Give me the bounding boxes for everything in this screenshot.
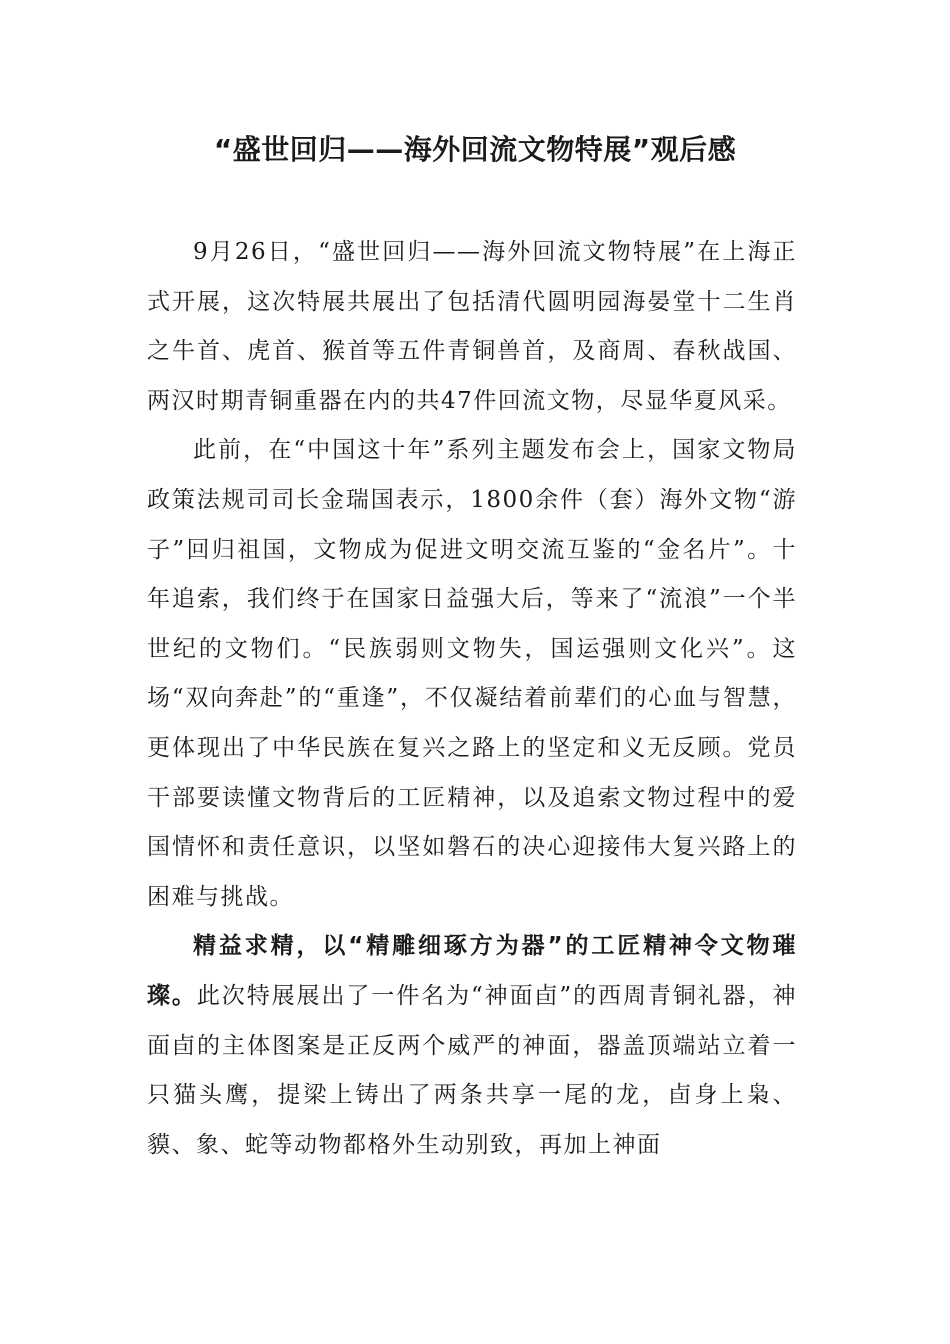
paragraph-3 <box>147 922 797 1170</box>
document-title: “盛世回归——海外回流文物特展”观后感 <box>213 133 737 166</box>
paragraph-2-text: 此前，在“中国这十年”系列主题发布会上，国家文物局政策法规司司长金瑞国表示，1800余件（套）海外文物“游子”回归祖国，文物成为促进文明交流互鉴的“金名片”。十年追索，我们终于在国家日益强大后，等来了“流浪”一个半世纪的文物们。“民族弱则文物失，国运强则文化兴”。这场“双向奔赴”的“重逢”，不仅凝结着前辈们的心血与智慧，更体现出了中华民族在复兴之路上的坚定和义无反顾。党员干部要读懂文物背后的工匠精神，以及追索文物过程中的爱国情怀和责任意识，以坚如磐石的决心迎接伟大复兴路上的困难与挑战。 <box>147 437 797 910</box>
paragraph-1-text: 9月26日，“盛世回归——海外回流文物特展”在上海正式开展，这次特展共展出了包括清代圆明园海晏堂十二生肖之牛首、虎首、猴首等五件青铜兽首，及商周、春秋战国、两汉时期青铜重器在内的共47件回流文物，尽显华夏风采。 <box>147 239 797 414</box>
paragraph-3-text: 此次特展展出了一件名为“神面卣”的西周青铜礼器，神面卣的主体图案是正反两个威严的神面，器盖顶端站立着一只猫头鹰，提梁上铸出了两条共享一尾的龙，卣身上枭、貘、象、蛇等动物都格外生动别致，再加上神面 <box>147 982 797 1158</box>
document-body <box>147 228 797 1170</box>
paragraph-3-bold-lead: 精益求精，以“精雕细琢方为器”的工匠精神令文物璀璨。 <box>147 933 797 1009</box>
paragraph-2 <box>147 426 797 922</box>
paragraph-1 <box>147 228 797 426</box>
